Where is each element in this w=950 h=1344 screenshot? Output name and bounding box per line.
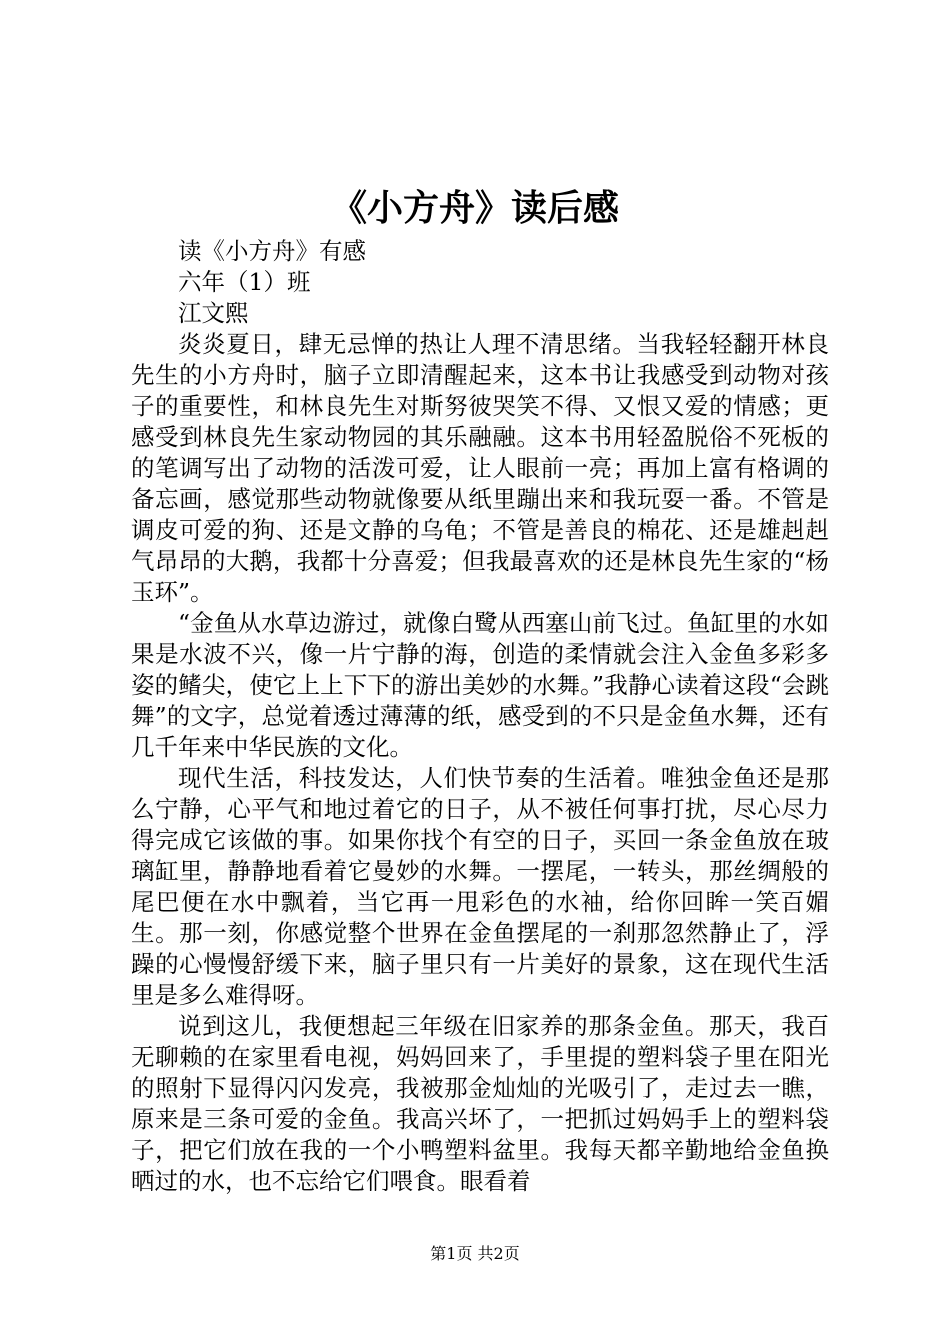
- paragraph-2: “金鱼从水草边游过，就像白鹭从西塞山前飞过。鱼缸里的水如果是水波不兴，像一片宁静的海，创造的柔情就会注入金鱼多彩多姿的鳍尖，使它上上下下的游出美妙的水舞。”我静心读着这段“会跳舞”的文字，总觉着透过薄薄的纸，感受到的不只是金鱼水舞，还有几千年来中华民族的文化。: [131, 609, 829, 761]
- paragraph-3: 现代生活，科技发达，人们快节奏的生活着。唯独金鱼还是那么宁静，心平气和地过着它的日子，从不被任何事打扰，尽心尽力得完成它该做的事。如果你找个有空的日子，买回一条金鱼放在玻璃缸里，静静地看着它曼妙的水舞。一摆尾，一转头，那丝绸般的尾巴便在水中飘着，当它再一甩彩色的水袖，给你回眸一笑百媚生。那一刻，你感觉整个世界在金鱼摆尾的一刹那忽然静止了，浮躁的心慢慢舒缓下来，脑子里只有一片美好的景象，这在现代生活里是多么难得呀。: [131, 764, 829, 1009]
- class-line: 六年（1）班: [178, 268, 311, 296]
- author-name: 江文熙: [178, 299, 249, 327]
- document-body: [131, 236, 829, 1197]
- paragraph-4: 说到这儿，我便想起三年级在旧家养的那条金鱼。那天，我百无聊赖的在家里看电视，妈妈回来了，手里提的塑料袋子里在阳光的照射下显得闪闪发亮，我被那金灿灿的光吸引了，走过去一瞧，原来是三条可爱的金鱼。我高兴坏了，一把抓过妈妈手上的塑料袋子，把它们放在我的一个小鸭塑料盆里。我每天都辛勤地给金鱼换晒过的水，也不忘给它们喂食。眼看着: [131, 1012, 829, 1195]
- subtitle: 读《小方舟》有感: [178, 237, 366, 265]
- page-footer: 第1页 共2页: [430, 1244, 520, 1263]
- paragraph-1: 炎炎夏日，肆无忌惮的热让人理不清思绪。当我轻轻翻开林良先生的小方舟时，脑子立即清醒起来，这本书让我感受到动物对孩子的重要性，和林良先生对斯努彼哭笑不得、又恨又爱的情感；更感受到林良先生家动物园的其乐融融。这本书用轻盈脱俗不死板的的笔调写出了动物的活泼可爱，让人眼前一亮；再加上富有格调的备忘画，感觉那些动物就像要从纸里蹦出来和我玩耍一番。不管是调皮可爱的狗、还是文静的乌龟；不管是善良的棉花、还是雄赳赳气昂昂的大鹅，我都十分喜爱；但我最喜欢的还是林良先生家的“杨玉环”。: [131, 330, 829, 606]
- document-title: 《小方舟》读后感: [330, 187, 619, 229]
